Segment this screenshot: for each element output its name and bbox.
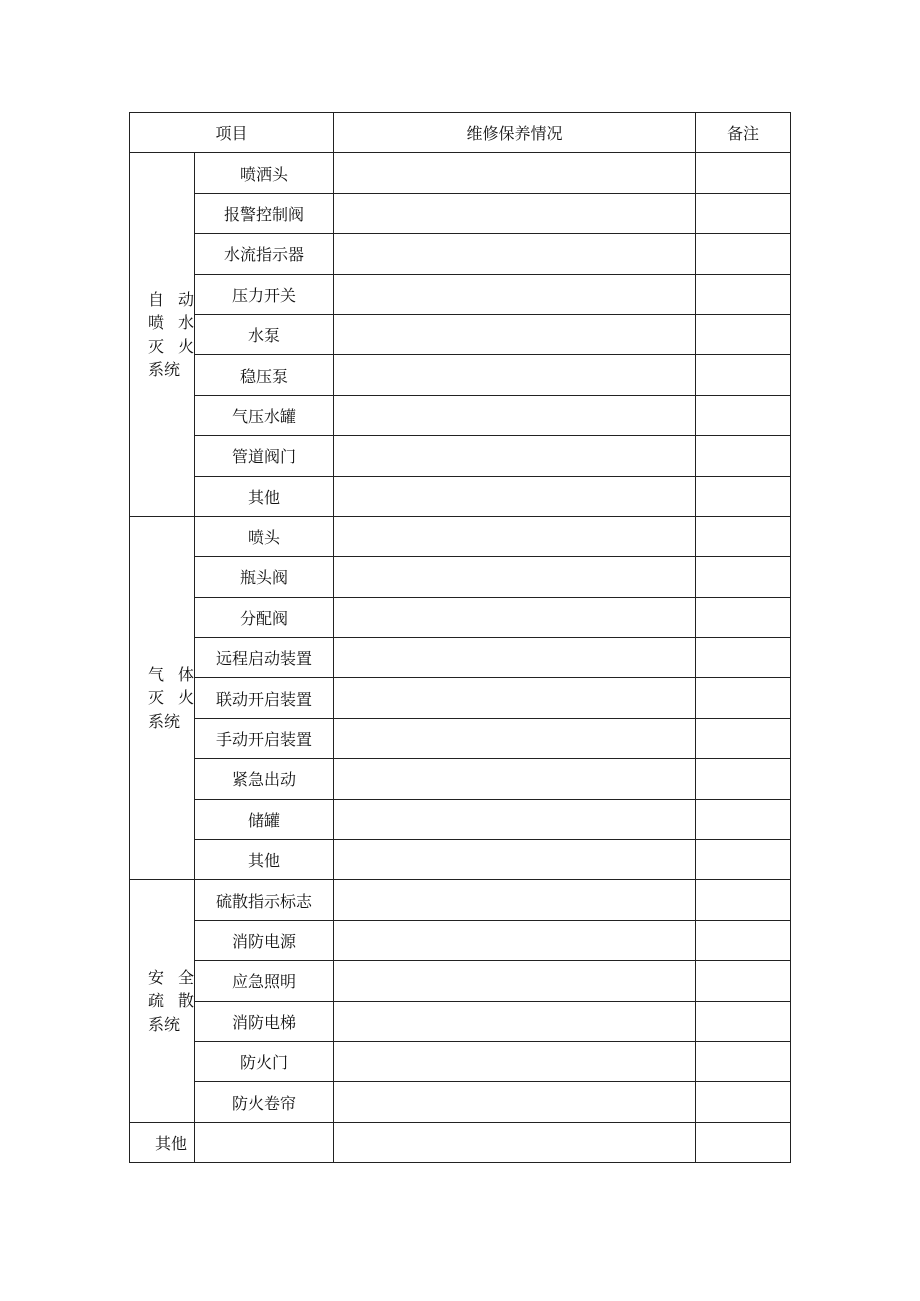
- table-row: [130, 193, 791, 233]
- status-cell[interactable]: [334, 1082, 696, 1122]
- status-cell[interactable]: [334, 193, 696, 233]
- table-row: [130, 557, 791, 597]
- status-cell[interactable]: [334, 718, 696, 758]
- status-cell[interactable]: [334, 314, 696, 354]
- category-cell: [130, 880, 195, 1122]
- category-char: 火: [178, 688, 195, 708]
- note-cell[interactable]: [696, 516, 791, 556]
- item-name-cell: 应急照明: [195, 961, 334, 1001]
- category-char: 灭: [148, 336, 165, 356]
- category-cell: [130, 153, 195, 517]
- note-cell[interactable]: [696, 880, 791, 920]
- note-cell[interactable]: [696, 234, 791, 274]
- status-cell[interactable]: [334, 961, 696, 1001]
- maintenance-record-table: [129, 112, 791, 1163]
- other-item-cell[interactable]: [195, 1122, 334, 1162]
- note-cell[interactable]: [696, 1041, 791, 1081]
- status-cell[interactable]: [334, 678, 696, 718]
- table-row: [130, 1082, 791, 1122]
- header-item: 项目: [130, 113, 334, 153]
- category-char: 自: [148, 289, 165, 309]
- category-char: 体: [178, 664, 195, 684]
- table-row: [130, 234, 791, 274]
- table-row: [130, 274, 791, 314]
- status-cell[interactable]: [334, 234, 696, 274]
- note-cell[interactable]: [696, 678, 791, 718]
- note-cell[interactable]: [696, 718, 791, 758]
- status-cell[interactable]: [334, 880, 696, 920]
- category-char: 喷: [148, 313, 165, 333]
- table-row: [130, 799, 791, 839]
- item-name-cell: 稳压泵: [195, 355, 334, 395]
- status-cell[interactable]: [334, 597, 696, 637]
- status-cell[interactable]: [334, 476, 696, 516]
- note-cell[interactable]: [696, 759, 791, 799]
- note-cell[interactable]: [696, 597, 791, 637]
- header-row: [130, 113, 791, 153]
- table-row: [130, 476, 791, 516]
- status-cell[interactable]: [334, 436, 696, 476]
- status-cell[interactable]: [334, 395, 696, 435]
- note-cell[interactable]: [696, 961, 791, 1001]
- note-cell[interactable]: [696, 436, 791, 476]
- other-row: [130, 1122, 791, 1162]
- table-row: [130, 840, 791, 880]
- category-tail: 系统: [148, 711, 181, 731]
- item-name-cell: 压力开关: [195, 274, 334, 314]
- table-row: [130, 1001, 791, 1041]
- item-name-cell: 消防电梯: [195, 1001, 334, 1041]
- table-row: [130, 153, 791, 193]
- status-cell[interactable]: [334, 840, 696, 880]
- item-name-cell: 喷头: [195, 516, 334, 556]
- table-row: [130, 1041, 791, 1081]
- category-tail: 系统: [148, 360, 181, 380]
- category-char: 全: [178, 967, 195, 987]
- item-name-cell: 管道阀门: [195, 436, 334, 476]
- item-name-cell: 储罐: [195, 799, 334, 839]
- category-char: 火: [178, 336, 195, 356]
- status-cell[interactable]: [334, 274, 696, 314]
- status-cell[interactable]: [334, 557, 696, 597]
- note-cell[interactable]: [696, 476, 791, 516]
- category-tail: 系统: [148, 1014, 181, 1034]
- table-row: [130, 597, 791, 637]
- note-cell[interactable]: [696, 638, 791, 678]
- note-cell[interactable]: [696, 920, 791, 960]
- note-cell[interactable]: [696, 274, 791, 314]
- item-name-cell: 远程启动装置: [195, 638, 334, 678]
- item-name-cell: 分配阀: [195, 597, 334, 637]
- item-name-cell: 防火门: [195, 1041, 334, 1081]
- item-name-cell: 硫散指示标志: [195, 880, 334, 920]
- table-row: [130, 516, 791, 556]
- status-cell[interactable]: [334, 799, 696, 839]
- status-cell[interactable]: [334, 355, 696, 395]
- other-category-cell: 其他: [130, 1122, 195, 1162]
- category-char: 水: [178, 313, 195, 333]
- note-cell[interactable]: [696, 395, 791, 435]
- table-row: [130, 880, 791, 920]
- table-row: [130, 436, 791, 476]
- table-row: [130, 395, 791, 435]
- item-name-cell: 瓶头阀: [195, 557, 334, 597]
- status-cell[interactable]: [334, 516, 696, 556]
- note-cell[interactable]: [696, 799, 791, 839]
- other-note-cell[interactable]: [696, 1122, 791, 1162]
- item-name-cell: 其他: [195, 840, 334, 880]
- table-row: [130, 638, 791, 678]
- category-char: 动: [178, 289, 195, 309]
- header-status: 维修保养情况: [334, 113, 696, 153]
- table-row: [130, 355, 791, 395]
- category-char: 安: [148, 967, 165, 987]
- item-name-cell: 水流指示器: [195, 234, 334, 274]
- item-name-cell: 联动开启装置: [195, 678, 334, 718]
- item-name-cell: 喷洒头: [195, 153, 334, 193]
- status-cell[interactable]: [334, 920, 696, 960]
- table-row: [130, 920, 791, 960]
- note-cell[interactable]: [696, 557, 791, 597]
- item-name-cell: 水泵: [195, 314, 334, 354]
- status-cell[interactable]: [334, 153, 696, 193]
- category-char: 疏: [148, 991, 165, 1011]
- item-name-cell: 其他: [195, 476, 334, 516]
- note-cell[interactable]: [696, 193, 791, 233]
- table-row: [130, 314, 791, 354]
- item-name-cell: 手动开启装置: [195, 718, 334, 758]
- header-note: 备注: [696, 113, 791, 153]
- table-row: [130, 961, 791, 1001]
- item-name-cell: 气压水罐: [195, 395, 334, 435]
- status-cell[interactable]: [334, 638, 696, 678]
- item-name-cell: 消防电源: [195, 920, 334, 960]
- status-cell[interactable]: [334, 1001, 696, 1041]
- category-char: 灭: [148, 688, 165, 708]
- other-status-cell[interactable]: [334, 1122, 696, 1162]
- note-cell[interactable]: [696, 840, 791, 880]
- note-cell[interactable]: [696, 153, 791, 193]
- item-name-cell: 防火卷帘: [195, 1082, 334, 1122]
- table-row: [130, 678, 791, 718]
- category-cell: [130, 516, 195, 880]
- table-row: [130, 759, 791, 799]
- category-char: 散: [178, 991, 195, 1011]
- item-name-cell: 紧急出动: [195, 759, 334, 799]
- category-char: 气: [148, 664, 165, 684]
- status-cell[interactable]: [334, 759, 696, 799]
- note-cell[interactable]: [696, 1082, 791, 1122]
- item-name-cell: 报警控制阀: [195, 193, 334, 233]
- note-cell[interactable]: [696, 1001, 791, 1041]
- note-cell[interactable]: [696, 314, 791, 354]
- note-cell[interactable]: [696, 355, 791, 395]
- status-cell[interactable]: [334, 1041, 696, 1081]
- table-row: [130, 718, 791, 758]
